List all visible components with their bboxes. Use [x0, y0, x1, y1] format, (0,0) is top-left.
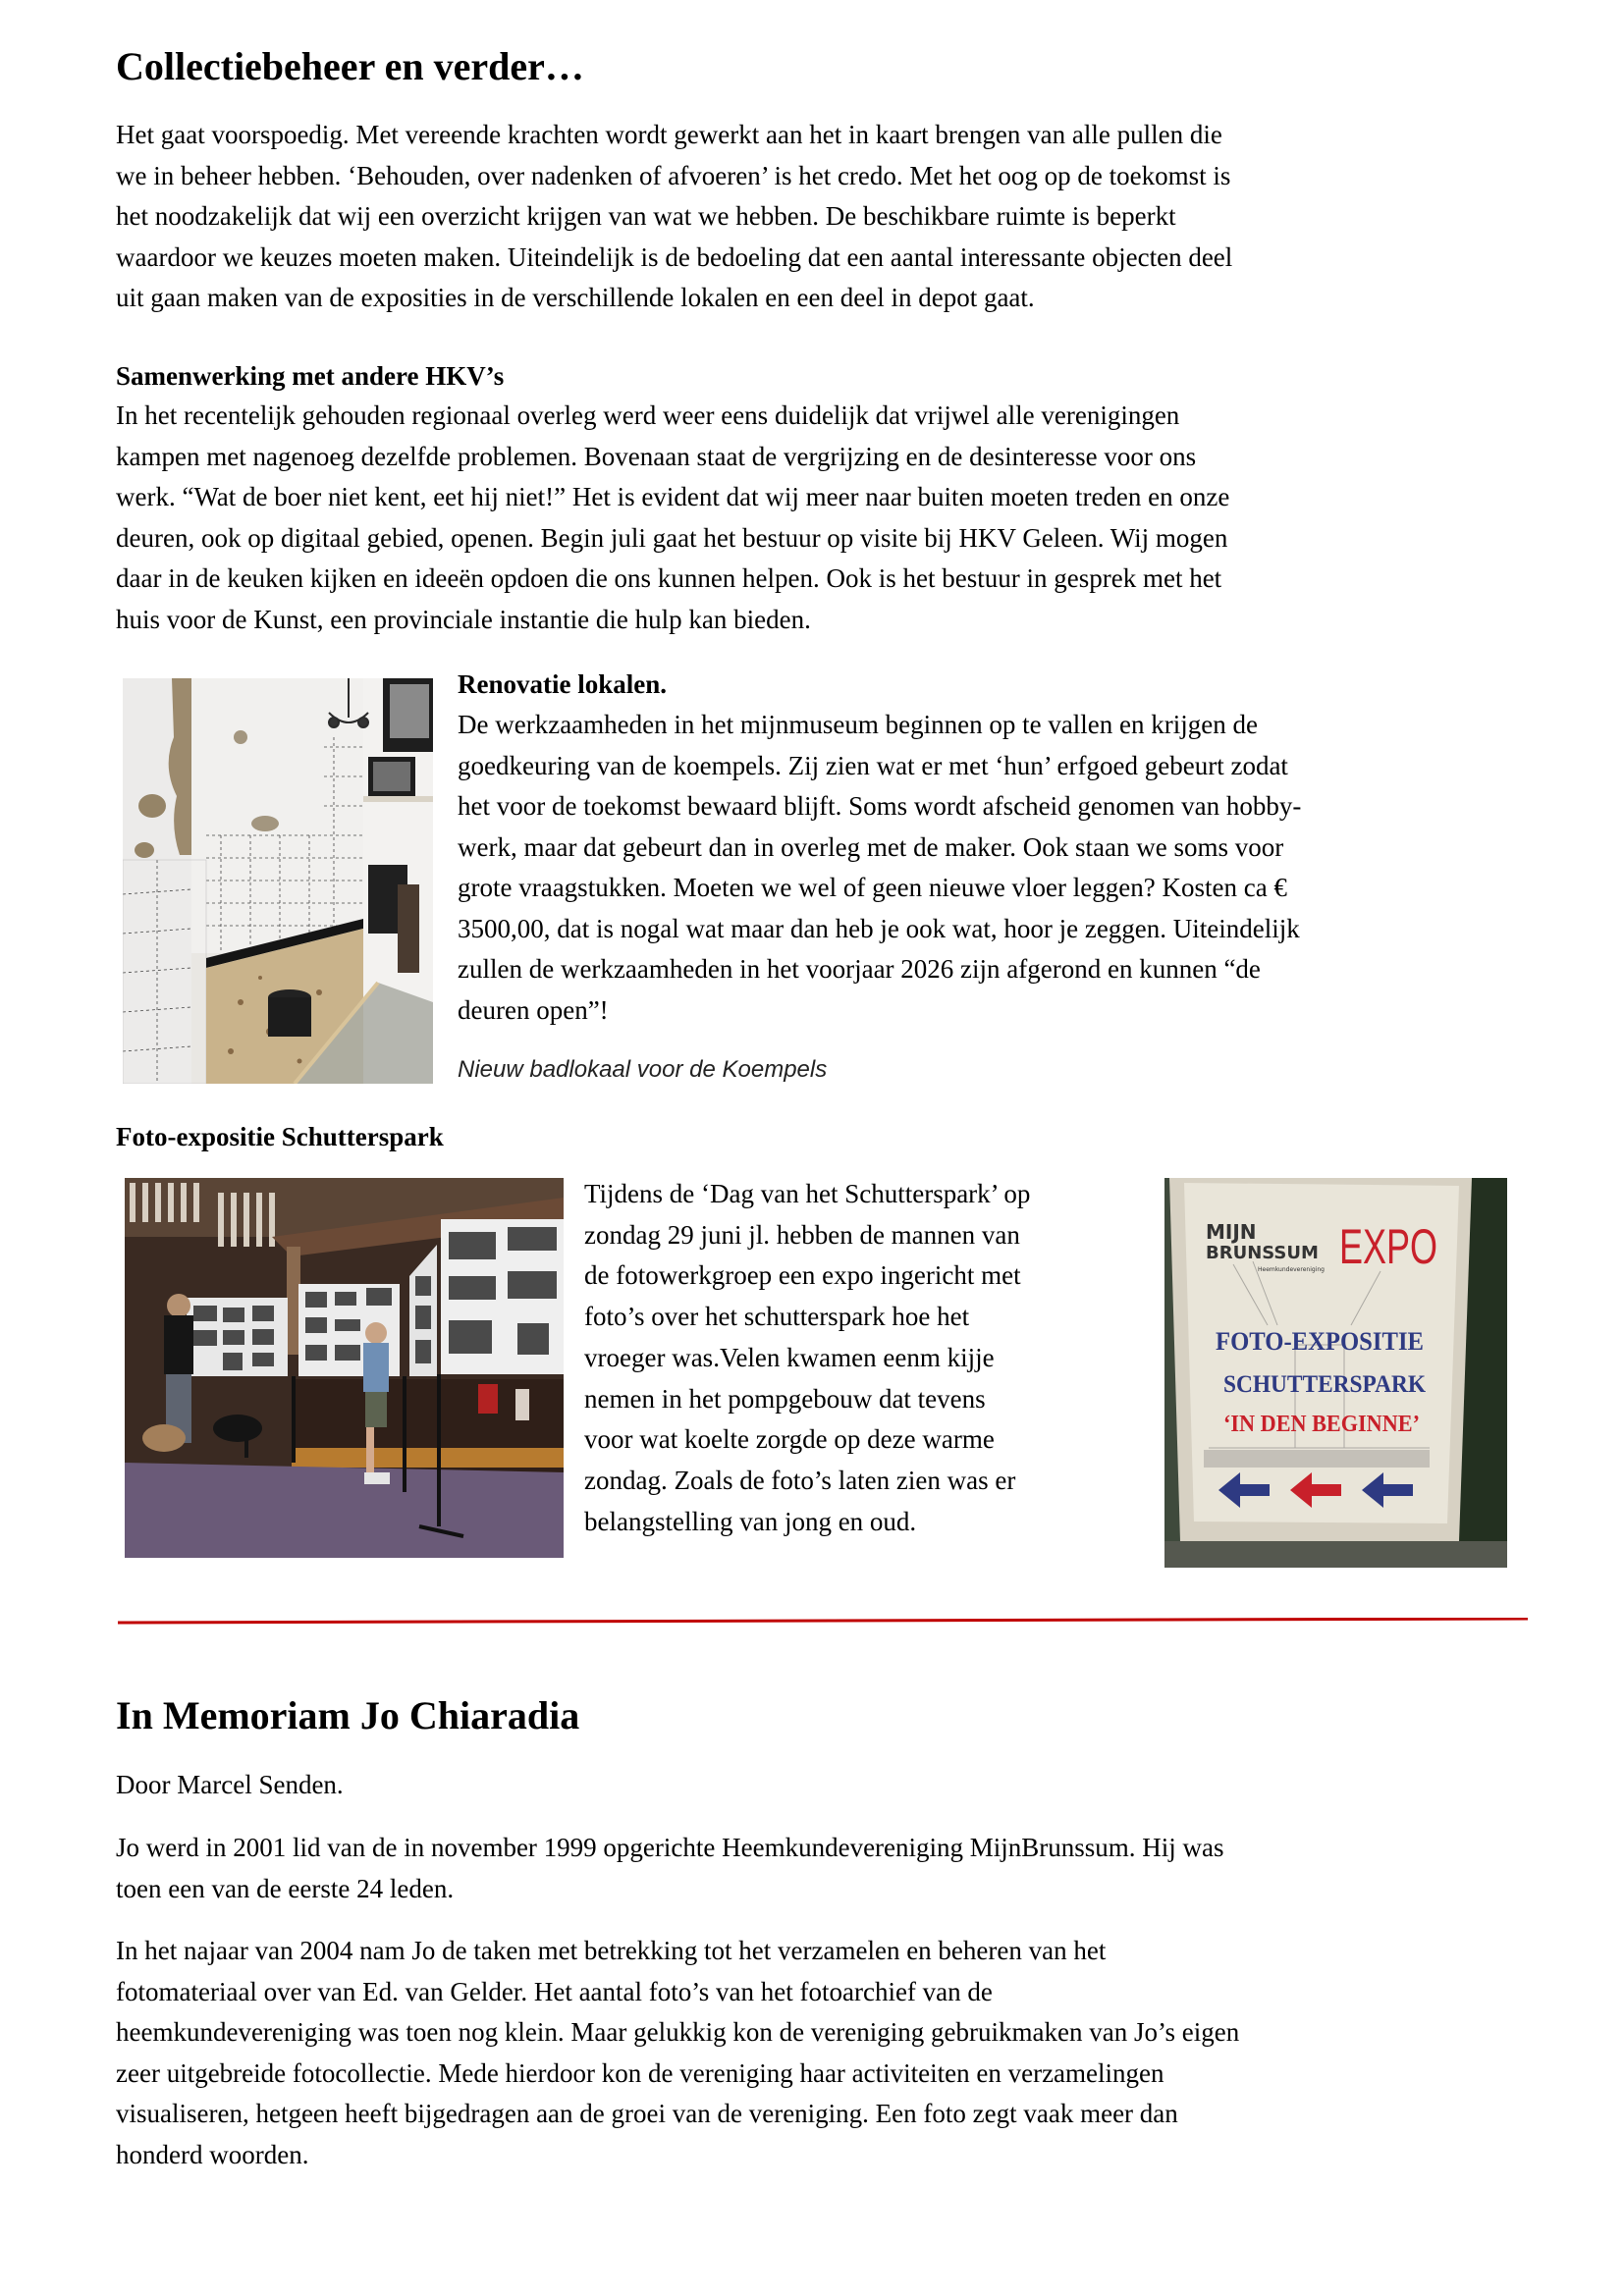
- sign-brand-subtitle: Heemkundevereniging: [1258, 1266, 1325, 1273]
- text-line: vroeger was.Velen kwamen eenm kijje: [584, 1342, 995, 1372]
- text-line: Het gaat voorspoedig. Met vereende krachten wordt gewerkt aan het in kaart brengen van alle pullen die: [116, 120, 1222, 149]
- section-title-collectiebeheer: Collectiebeheer en verder…: [116, 44, 584, 88]
- photo-caption: Nieuw badlokaal voor de Koempels: [458, 1056, 828, 1083]
- text-line: het voor de toekomst bewaard blijft. Soms wordt afscheid genomen van hobby-: [458, 791, 1302, 821]
- text-line: honderd woorden.: [116, 2139, 309, 2169]
- expo-sign-icon: [1164, 1178, 1507, 1568]
- text-line: nemen in het pompgebouw dat tevens: [584, 1383, 986, 1414]
- text-line: waardoor we keuzes moeten maken. Uiteindelijk is de bedoeling dat een aantal interessante objecten deel: [116, 241, 1233, 272]
- text-line: heemkundevereniging was toen nog klein. Maar gelukkig kon de vereniging gebruikmaken van Jo’s eigen: [116, 2017, 1240, 2047]
- text-line: werk. “Wat de boer niet kent, eet hij niet!” Het is evident dat wij meer naar buiten moeten treden en onze: [116, 482, 1230, 511]
- author-line: [116, 1765, 344, 1806]
- text-line: fotomateriaal over van Ed. van Gelder. Het aantal foto’s van het fotoarchief van de: [116, 1976, 993, 2006]
- text-line: de fotowerkgroep een expo ingericht met: [584, 1260, 1021, 1291]
- text-line: goedkeuring van de koempels. Zij zien wat er met ‘hun’ erfgoed gebeurt zodat: [458, 750, 1288, 780]
- text-line: zullen de werkzaamheden in het voorjaar 2026 zijn afgerond en kunnen “de: [458, 954, 1261, 984]
- paragraph-memoriam-1: [116, 1828, 1224, 1909]
- text-line: visualiseren, hetgeen heeft bijgedragen aan de groei van de vereniging. Een foto zegt vaak meer dan: [116, 2099, 1178, 2128]
- text-line: zondag. Zoals de foto’s laten zien was er: [584, 1465, 1016, 1495]
- text-line: In het najaar van 2004 nam Jo de taken met betrekking tot het verzamelen en beheren van het: [116, 1936, 1107, 1965]
- paragraph-expositie: [584, 1174, 1030, 1542]
- paragraph-samenwerking: [116, 396, 1229, 640]
- sign-expo-label: EXPO: [1339, 1219, 1437, 1274]
- section-divider: [118, 1618, 1528, 1626]
- subheading-expositie: Foto-expositie Schutterspark: [116, 1122, 444, 1151]
- text-line: deuren, ook op digitaal gebied, openen. Begin juli gaat het bestuur op visite bij HKV Geleen. Wij mogen: [116, 522, 1228, 553]
- renovation-photo: [123, 678, 433, 1084]
- text-line: zondag 29 juni jl. hebben de mannen van: [584, 1219, 1020, 1250]
- sign-brand-line1: MIJN: [1206, 1220, 1257, 1244]
- expo-sign-photo: [1164, 1178, 1507, 1568]
- paragraph-collectiebeheer: [116, 115, 1232, 319]
- text-line: uit gaan maken van de exposities in de verschillende lokalen en een deel in depot gaat.: [116, 283, 1035, 312]
- text-line: Tijdens de ‘Dag van het Schutterspark’ op: [584, 1179, 1031, 1208]
- text-line: kampen met nagenoeg dezelfde problemen. Bovenaan staat de vergrijzing en de desinteresse voor ons: [116, 441, 1197, 471]
- text-line: we in beheer hebben. ‘Behouden, over nadenken of afvoeren’ is het credo. Met het oog op de toekomst is: [116, 160, 1231, 190]
- paragraph-memoriam-2: [116, 1931, 1239, 2175]
- text-line: huis voor de Kunst, een provinciale instantie die hulp kan bieden.: [116, 604, 811, 634]
- text-line: voor wat koelte zorgde op deze warme: [584, 1424, 995, 1455]
- sign-title-line3: ‘IN DEN BEGINNE’: [1223, 1412, 1420, 1437]
- tiled-bathroom-photo-icon: [123, 678, 433, 1084]
- text-line: het noodzakelijk dat wij een overzicht krijgen van wat we hebben. De beschikbare ruimte is beperkt: [116, 201, 1176, 231]
- author-text: Door Marcel Senden.: [116, 1770, 344, 1799]
- text-line: In het recentelijk gehouden regionaal overleg werd weer eens duidelijk dat vrijwel alle verenigingen: [116, 400, 1180, 430]
- sign-title-line2: SCHUTTERSPARK: [1223, 1371, 1427, 1398]
- exhibition-hall-photo-icon: [125, 1178, 564, 1558]
- text-line: daar in de keuken kijken en ideeën opdoen die ons kunnen helpen. Ook is het bestuur in gesprek met het: [116, 563, 1222, 593]
- text-line: zeer uitgebreide fotocollectie. Mede hierdoor kon de vereniging haar activiteiten en verzamelingen: [116, 2057, 1164, 2088]
- paragraph-renovatie: [458, 705, 1301, 1031]
- section-title-memoriam: In Memoriam Jo Chiaradia: [116, 1693, 580, 1737]
- subheading-renovatie: Renovatie lokalen.: [458, 669, 667, 699]
- exhibition-photo: [125, 1178, 564, 1558]
- text-line: De werkzaamheden in het mijnmuseum beginnen op te vallen en krijgen de: [458, 710, 1258, 739]
- text-line: 3500,00, dat is nogal wat maar dan heb je ook wat, hoor je zeggen. Uiteindelijk: [458, 913, 1300, 943]
- text-line: grote vraagstukken. Moeten we wel of geen nieuwe vloer leggen? Kosten ca €: [458, 873, 1287, 902]
- text-line: werk, maar dat gebeurt dan in overleg met de maker. Ook staan we soms voor: [458, 831, 1284, 862]
- text-line: foto’s over het schutterspark hoe het: [584, 1302, 970, 1332]
- sign-title-line1: FOTO-EXPOSITIE: [1216, 1327, 1424, 1356]
- subheading-samenwerking: Samenwerking met andere HKV’s: [116, 361, 505, 391]
- sign-brand-line2: BRUNSSUM: [1206, 1243, 1319, 1263]
- text-line: toen een van de eerste 24 leden.: [116, 1873, 455, 1903]
- text-line: Jo werd in 2001 lid van de in november 1999 opgerichte Heemkundevereniging MijnBrunssum. Hij was: [116, 1833, 1224, 1862]
- text-line: deuren open”!: [458, 994, 609, 1025]
- text-line: belangstelling van jong en oud.: [584, 1506, 917, 1536]
